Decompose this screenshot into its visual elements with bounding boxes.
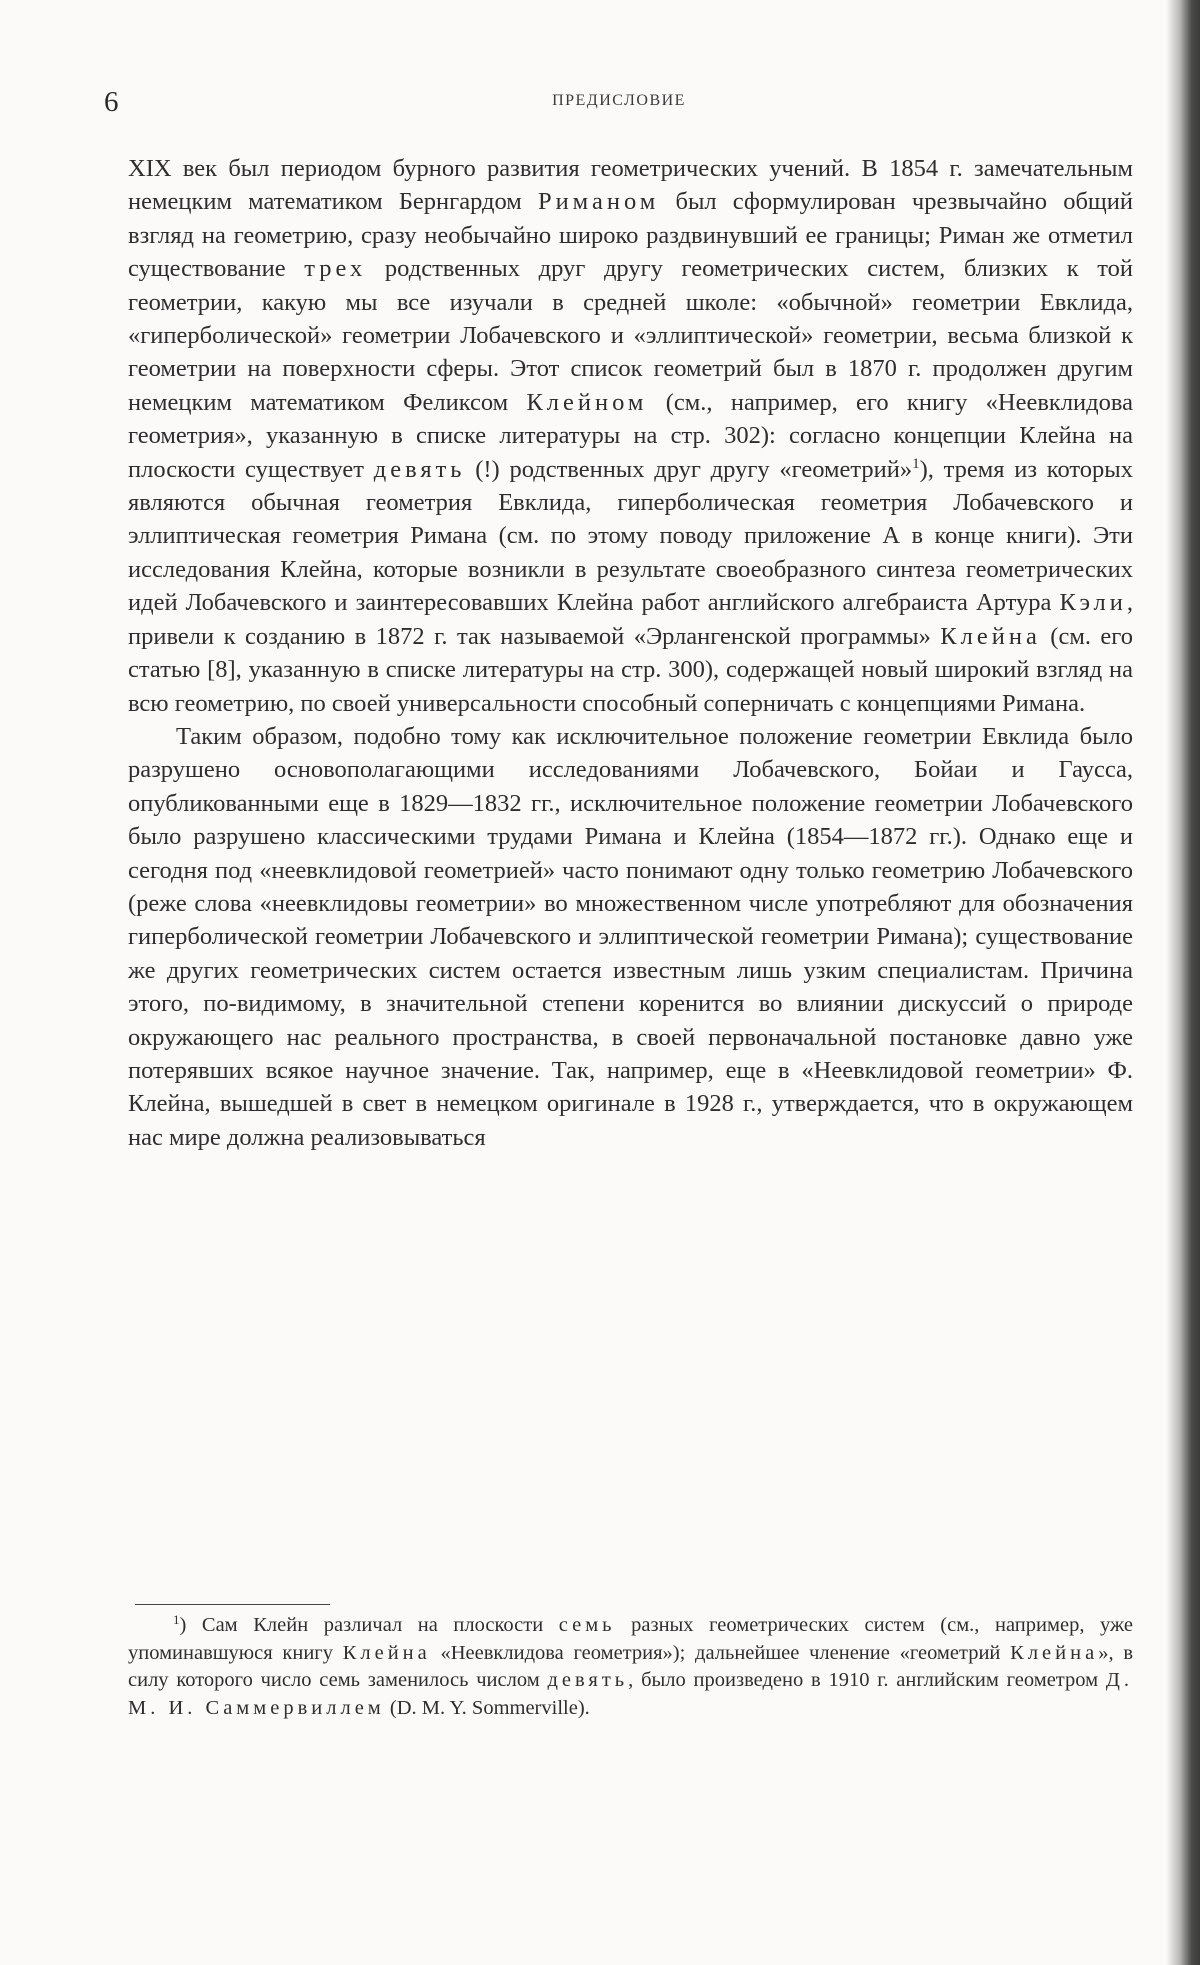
footnote	[128, 1612, 1133, 1722]
spaced-word-three: трех	[304, 255, 367, 283]
text-run: ) Сам Клейн различал на плоскости	[179, 1614, 559, 1636]
paragraph-2: Таким образом, подобно тому как исключительное положение геометрии Евклида было разрушено основополагающими исследованиями Лобачевского, Бойаи и Гаусса, опубликованными еще в 1829—1832 гг., исключительное положение геометрии Лобачевского было разрушено классическими трудами Римана и Клейна (1854—1872 гг.). Однако еще и сегодня под «неевклидовой геометрией» часто понимают одну только геометрию Лобачевского (реже слова «неевклидовы геометрии» во множественном числе употребляют для обозначения гиперболической геометрии Лобачевского и эллиптической геометрии Римана); существование же других геометрических систем остается известным лишь узким специалистам. Причина этого, по-видимому, в значительной степени коренится во влиянии дискуссий о природе окружающего нас реального пространства, в своей первоначальной постановке давно уже потерявших всякое научное значение. Так, например, еще в «Неевклидовой геометрии» Ф. Клейна, вышедшей в свет в немецком оригинале в 1928 г., утверждается, что в окружающем нас мире должна реализовываться	[128, 722, 1133, 1151]
spaced-name-klein: Клейна	[342, 1641, 431, 1664]
binding-shadow	[1166, 0, 1200, 1965]
spaced-word-seven: семь	[558, 1614, 616, 1636]
spaced-name-sommerville: Д. М. И. Саммервиллем	[128, 1669, 1133, 1719]
footnote-rule	[135, 1604, 330, 1605]
text-run: , было произведено в 1910 г. английским геометром	[628, 1669, 1106, 1691]
text-run: разных геометрических систем (см., например, уже упоминавшуюся книгу	[128, 1614, 1133, 1664]
text-run: «Неевклидова геометрия»); дальнейшее членение «геометрий	[430, 1641, 1011, 1664]
text-run: , привели к созданию в 1872 г. так называемой «Эрлангенской программы»	[128, 589, 1133, 650]
text-run: (!) родственных друг другу «геометрий»	[465, 455, 913, 483]
spaced-word-nine: девять	[547, 1669, 629, 1691]
spaced-name-klein: Клейна	[1010, 1641, 1099, 1664]
paragraph-1	[128, 152, 1133, 720]
running-head: ПРЕДИСЛОВИЕ	[552, 92, 686, 109]
text-run: был сформулирован чрезвычайно общий взгляд на геометрию, сразу необычайно широко раздвинувший ее границы; Риман же отметил существование	[128, 188, 1134, 283]
spaced-name-cayley: Кэли	[1059, 589, 1127, 617]
text-run: родственных друг другу геометрических систем, близких к той геометрии, какую мы все изучали в средней школе: «обычной» геометрии Евклида, «гиперболической» геометрии Лобачевского и «эллиптической» геометрии, весьма близкой к геометрии на поверхности сферы. Этот список геометрий был в 1870 г. продолжен другим немецким математиком Феликсом	[128, 255, 1133, 416]
text-run: ), тремя из которых являются обычная геометрия Евклида, гиперболическая геометрия Лобачевского и эллиптическая геометрия Римана (см. по этому поводу приложение А в конце книги). Эти исследования Клейна, которые возникли в результате своеобразного синтеза геометрических идей Лобачевского и заинтересовавших Клейна работ английского алгебраиста Артура	[128, 455, 1133, 617]
text-run: XIX век был периодом бурного развития геометрических учений. В 1854 г. замечательным немецким математиком Бернгардом	[128, 155, 1133, 216]
spaced-word-nine: девять	[373, 455, 466, 483]
text-run: (D. M. Y. Sommerville).	[384, 1696, 590, 1719]
page-header	[104, 86, 1134, 126]
spaced-name-klein: Клейна	[940, 622, 1041, 650]
text-run: », в силу которого число семь заменилось числом	[128, 1641, 1133, 1691]
spaced-name-klein: Клейном	[526, 388, 648, 416]
body-text	[128, 152, 1133, 1154]
text-run: (см., например, его книгу «Неевклидова геометрия», указанную в списке литературы на стр. 302): согласно концепции Клейна на плоскости существует	[128, 388, 1134, 483]
footnote-mark: 1	[173, 1612, 180, 1627]
footnote-reference[interactable]: 1	[912, 455, 920, 472]
text-run: (см. его статью [8], указанную в списке литературы на стр. 300), содержащей новый широкий взгляд на всю геометрию, по своей универсальности способный соперничать с концепциями Римана.	[128, 622, 1133, 717]
page-number: 6	[104, 86, 119, 118]
spaced-name-riemann: Риманом	[537, 188, 660, 216]
